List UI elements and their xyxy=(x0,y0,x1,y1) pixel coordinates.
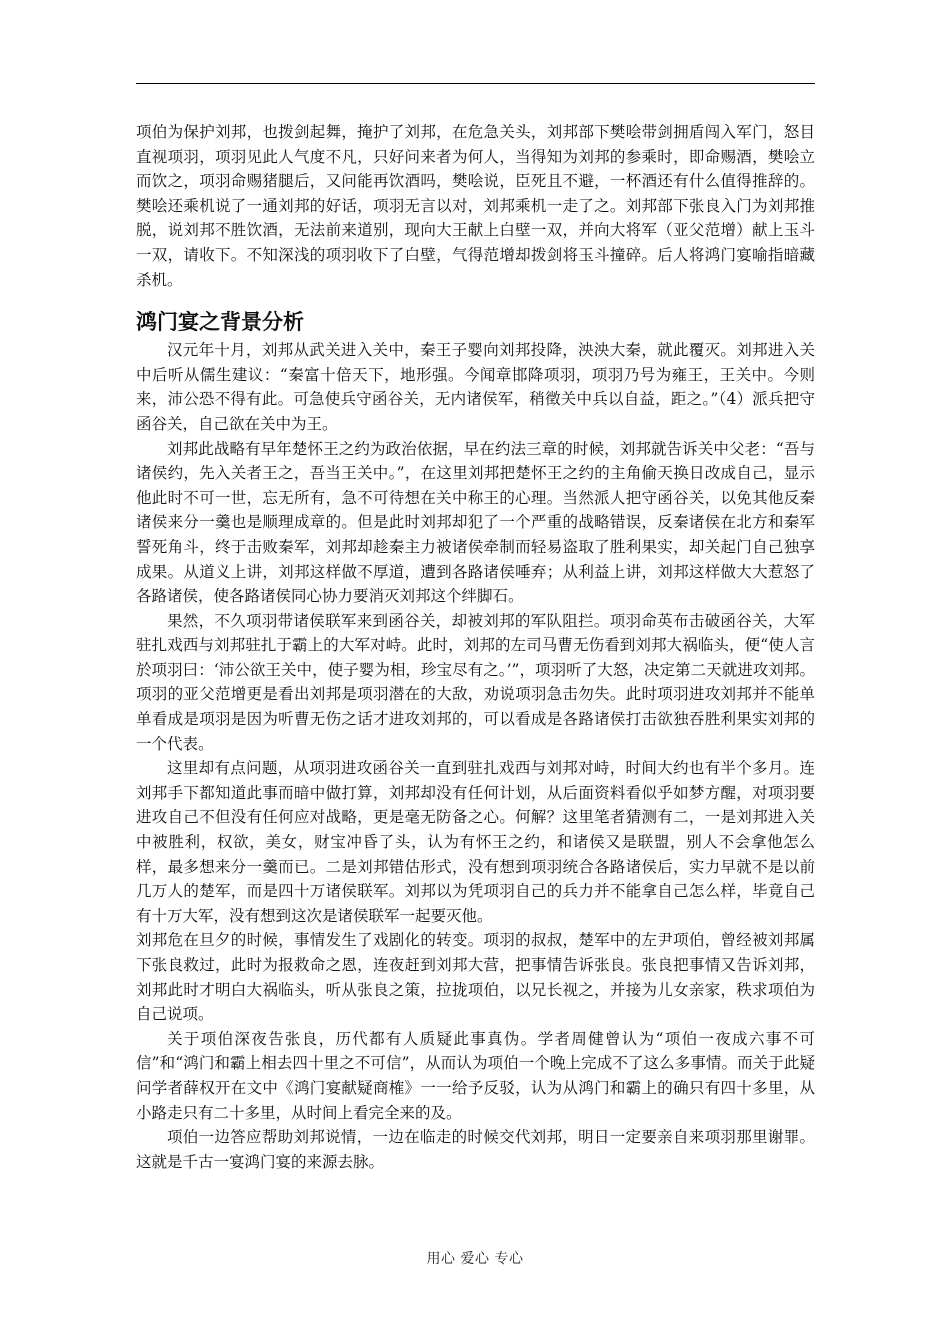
paragraph-3: 果然，不久项羽带诸侯联军来到函谷关，却被刘邦的军队阻拦。项羽命英布击破函谷关，大军驻扎戏西与刘邦驻扎于霸上的大军对峙。此时，刘邦的左司马曹无伤看到刘邦大祸临头，便“使人言於项羽曰：‘沛公欲王关中，使子婴为相，珍宝尽有之。’”，项羽听了大怒，决定第二天就进攻刘邦。项羽的亚父范增更是看出刘邦是项羽潜在的大敌，劝说项羽急击勿失。此时项羽进攻刘邦并不能单单看成是项羽是因为听曹无伤之话才进攻刘邦的，可以看成是各路诸侯打击欲独吞胜利果实刘邦的一个代表。 xyxy=(136,611,815,753)
paragraph-continued: 项伯为保护刘邦，也拨剑起舞，掩护了刘邦，在危急关头，刘邦部下樊哙带剑拥盾闯入军门，怒目直视项羽，项羽见此人气度不凡，只好问来者为何人，当得知为刘邦的参乘时，即命赐酒，樊哙立而饮之，项羽命赐猪腿后，又问能再饮酒吗，樊哙说，臣死且不避，一杯酒还有什么值得推辞的。樊哙还乘机说了一通刘邦的好话，项羽无言以对，刘邦乘机一走了之。刘邦部下张良入门为刘邦推脱，说刘邦不胜饮酒，无法前来道别，现向大王献上白壁一双，并向大将军（亚父范增）献上玉斗一双，请收下。不知深浅的项羽收下了白壁，气得范增却拨剑将玉斗撞碎。后人将鸿门宴喻指暗藏杀机。 xyxy=(136,123,815,289)
section-heading: 鸿门宴之背景分析 xyxy=(136,310,304,335)
paragraph-2: 刘邦此战略有早年楚怀王之约为政治依据，早在约法三章的时候，刘邦就告诉关中父老：“吾与诸侯约，先入关者王之，吾当王关中。”，在这里刘邦把楚怀王之约的主角偷天换日改成自己，显示他此时不可一世，忘无所有，急不可待想在关中称王的心理。当然派人把守函谷关，以免其他反秦诸侯来分一羹也是顺理成章的。但是此时刘邦却犯了一个严重的战略错误，反秦诸侯在北方和秦军誓死角斗，终于击败秦军，刘邦却趁秦主力被诸侯牵制而轻易盗取了胜利果实，却关起门自己独享成果。从道义上讲，刘邦这样做不厚道，遭到各路诸侯唾弃；从利益上讲，刘邦这样做大大惹怒了各路诸侯，使各路诸侯同心协力要消灭刘邦这个绊脚石。 xyxy=(136,439,815,606)
paragraph-5: 刘邦危在旦夕的时候，事情发生了戏剧化的转变。项羽的叔叔，楚军中的左尹项伯，曾经被刘邦属下张良救过，此时为报救命之恩，连夜赶到刘邦大营，把事情告诉张良。张良把事情又告诉刘邦，刘邦此时才明白大祸临头，听从张良之策，拉拢项伯，以兄长视之，并接为儿女亲家，秩求项伯为自己说项。 xyxy=(136,931,815,1024)
paragraph-7: 项伯一边答应帮助刘邦说情，一边在临走的时候交代刘邦，明日一定要亲自来项羽那里谢罪。这就是千古一宴鸿门宴的来源去脉。 xyxy=(136,1128,815,1171)
header-rule xyxy=(136,83,815,84)
page-footer: 用心 爱心 专心 xyxy=(426,1251,524,1267)
paragraph-4: 这里却有点问题，从项羽进攻函谷关一直到驻扎戏西与刘邦对峙，时间大约也有半个多月。连刘邦手下都知道此事而暗中做打算，刘邦却没有任何计划，从后面资料看似乎如梦方醒，对项羽要进攻自己不但没有任何应对战略，更是毫无防备之心。何解？这里笔者猜测有二，一是刘邦进入关中被胜利，权欲，美女，财宝冲昏了头，认为有怀王之约，和诸侯又是联盟，别人不会拿他怎么样，最多想来分一羹而已。二是刘邦错估形式，没有想到项羽统合各路诸侯后，实力早就不是以前几万人的楚军，而是四十万诸侯联军。刘邦以为凭项羽自己的兵力并不能拿自己怎么样，毕竟自己有十万大军，没有想到这次是诸侯联军一起要灭他。 xyxy=(136,759,815,925)
page-body xyxy=(136,120,815,1174)
paragraph-1: 汉元年十月，刘邦从武关进入关中，秦王子婴向刘邦投降，泱泱大秦，就此覆灭。刘邦进入关中后听从儒生建议：“秦富十倍天下，地形强。今闻章邯降项羽，项羽乃号为雍王，王关中。今则来，沛公恐不得有此。可急使兵守函谷关，无内诸侯军，稍徵关中兵以自益，距之。”（4）派兵把守函谷关，自己欲在关中为王。 xyxy=(136,341,815,433)
paragraph-6: 关于项伯深夜告张良，历代都有人质疑此事真伪。学者周健曾认为“项伯一夜成六事不可信”和“鸿门和霸上相去四十里之不可信”，从而认为项伯一个晚上完成不了这么多事情。而关于此疑问学者薛权开在文中《鸿门宴献疑商榷》一一给予反驳，认为从鸿门和霸上的确只有四十多里，从小路走只有二十多里，从时间上看完全来的及。 xyxy=(136,1029,815,1122)
